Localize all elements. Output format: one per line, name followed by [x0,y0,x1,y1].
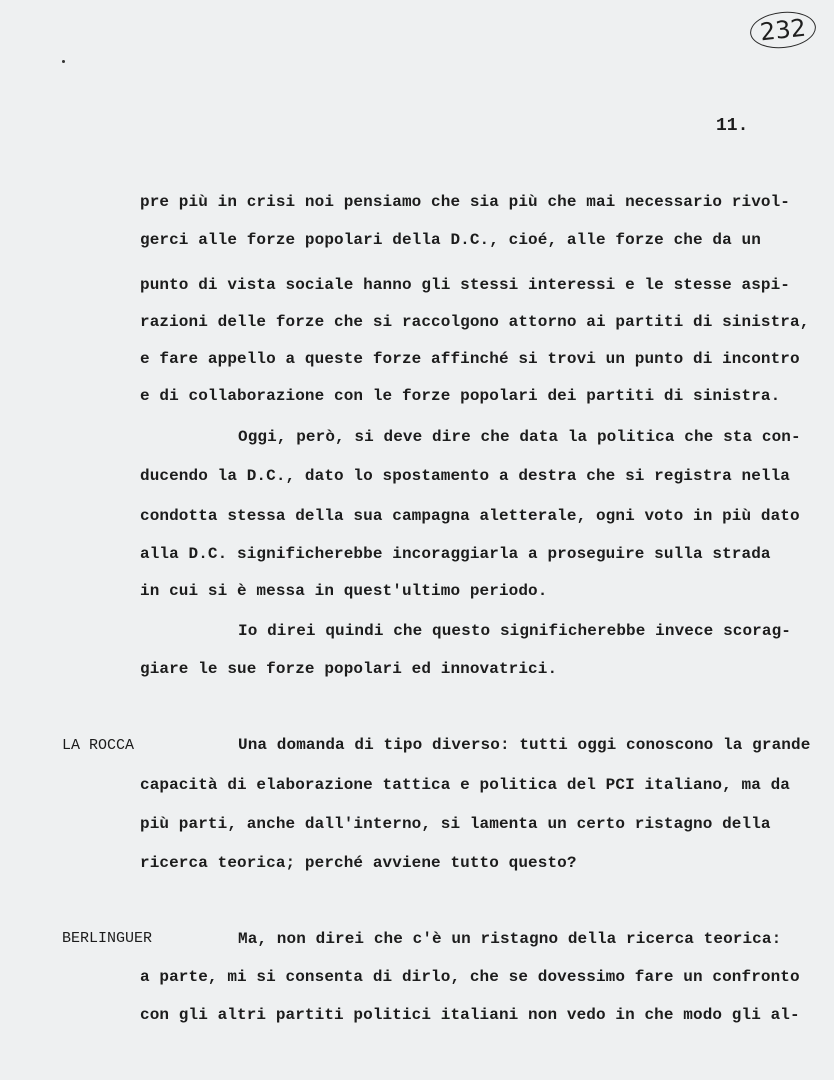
text-line: Oggi, però, si deve dire che data la politica che sta con- [238,428,801,446]
text-line: con gli altri partiti politici italiani non vedo in che modo gli al- [140,1006,800,1024]
text-line: più parti, anche dall'interno, si lamenta un certo ristagno della [140,815,771,833]
ink-speck [62,60,65,63]
text-line: in cui si è messa in quest'ultimo periodo. [140,582,548,600]
archive-stamp-number: 232 [748,9,817,52]
text-line: condotta stessa della sua campagna aletterale, ogni voto in più dato [140,507,800,525]
text-line: razioni delle forze che si raccolgono attorno ai partiti di sinistra, [140,313,810,331]
text-line: Ma, non direi che c'è un ristagno della ricerca teorica: [238,930,782,948]
text-line: a parte, mi si consenta di dirlo, che se dovessimo fare un confronto [140,968,800,986]
text-line: giare le sue forze popolari ed innovatrici. [140,660,558,678]
speaker-berlinguer: BERLINGUER [62,930,153,947]
text-line: capacità di elaborazione tattica e politica del PCI italiano, ma da [140,776,791,794]
text-line: ricerca teorica; perché avviene tutto questo? [140,854,577,872]
page-number: 11. [716,116,749,136]
text-line: punto di vista sociale hanno gli stessi interessi e le stesse aspi- [140,276,791,294]
text-line: ducendo la D.C., dato lo spostamento a destra che si registra nella [140,467,791,485]
text-line: alla D.C. significherebbe incoraggiarla a proseguire sulla strada [140,545,771,563]
text-line: Io direi quindi che questo significherebbe invece scorag- [238,622,791,640]
text-line: e di collaborazione con le forze popolari dei partiti di sinistra. [140,387,781,405]
speaker-la-rocca: LA ROCCA [62,737,135,754]
text-line: pre più in crisi noi pensiamo che sia più che mai necessario rivol- [140,193,791,211]
text-line: e fare appello a queste forze affinché si trovi un punto di incontro [140,350,800,368]
text-line: gerci alle forze popolari della D.C., cioé, alle forze che da un [140,231,761,249]
text-line: Una domanda di tipo diverso: tutti oggi conoscono la grande [238,736,811,754]
